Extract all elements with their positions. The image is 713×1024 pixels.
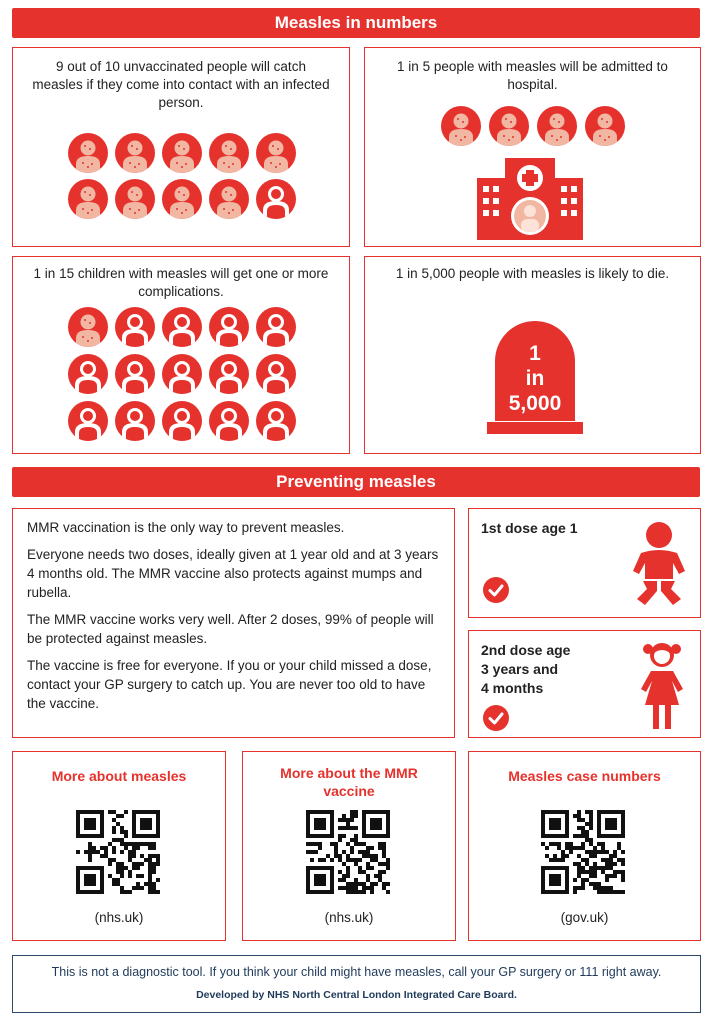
person-icon xyxy=(115,401,155,441)
infected-person-icon xyxy=(537,106,577,146)
infected-person-icon xyxy=(256,133,296,173)
people-row-hospital xyxy=(441,106,631,150)
gravestone-text xyxy=(495,341,575,416)
qr-box-mmr xyxy=(242,751,456,941)
infected-person-icon xyxy=(209,179,249,219)
infected-person-icon xyxy=(209,133,249,173)
gravestone-line-3: 5,000 xyxy=(508,392,562,415)
dose2-line-2: 3 years and xyxy=(481,661,559,677)
infected-person-icon xyxy=(441,106,481,146)
qr-box-measles xyxy=(12,751,226,941)
infected-person-icon xyxy=(68,307,108,347)
qr-title-measles: More about measles xyxy=(51,768,187,784)
footer-warning: This is not a diagnostic tool. If you think your child might have measles, call your GP surgery or 111 right away. xyxy=(51,965,662,979)
qr-code-icon[interactable] xyxy=(306,810,390,899)
qr-source-mmr: (nhs.uk) xyxy=(324,910,374,925)
person-icon xyxy=(256,307,296,347)
infected-person-icon xyxy=(68,179,108,219)
stat-complications-text: 1 in 15 children with measles will get one or more complications. xyxy=(33,266,329,299)
qr-code-icon[interactable] xyxy=(76,810,160,899)
hospital-icon xyxy=(475,156,585,240)
dose2-line-3: 4 months xyxy=(481,680,544,696)
stat-box-catch xyxy=(12,47,350,247)
gravestone-line-1: 1 xyxy=(529,342,541,365)
qr-title-cases: Measles case numbers xyxy=(508,768,661,784)
infected-person-icon xyxy=(585,106,625,146)
dose1-box xyxy=(468,508,701,618)
person-icon xyxy=(68,354,108,394)
person-icon xyxy=(256,179,296,219)
qr-source-measles: (nhs.uk) xyxy=(94,910,144,925)
stat-hospital-text: 1 in 5 people with measles will be admitted to hospital. xyxy=(397,59,668,92)
people-grid-complications xyxy=(68,307,298,447)
stat-death-text: 1 in 5,000 people with measles is likely to die. xyxy=(395,266,670,281)
infected-person-icon xyxy=(489,106,529,146)
dose2-title xyxy=(481,641,570,698)
infected-person-icon xyxy=(162,133,202,173)
footer-credit: Developed by NHS North Central London Integrated Care Board. xyxy=(196,989,517,1001)
preventing-paragraph-3: The MMR vaccine works very well. After 2 doses, 99% of people will be protected against measles. xyxy=(27,612,434,646)
person-icon xyxy=(162,401,202,441)
person-icon xyxy=(162,354,202,394)
stat-box-death xyxy=(364,256,701,454)
numbers-title: Measles in numbers xyxy=(274,13,438,32)
baby-icon xyxy=(627,519,691,611)
preventing-title: Preventing measles xyxy=(276,472,436,491)
qr-source-cases: (gov.uk) xyxy=(560,910,609,925)
person-icon xyxy=(115,307,155,347)
infected-person-icon xyxy=(115,133,155,173)
stat-catch-text: 9 out of 10 unvaccinated people will catch measles if they come into contact with an infected person. xyxy=(32,59,330,110)
dose1-check-icon xyxy=(483,577,509,603)
preventing-paragraph-2: Everyone needs two doses, ideally given at 1 year old and at 3 years 4 months old. The MMR vaccine also protects against mumps and rubella. xyxy=(27,547,439,600)
gravestone-line-2: in xyxy=(525,367,545,390)
girl-icon xyxy=(637,639,687,733)
qr-box-cases xyxy=(468,751,701,941)
stat-box-complications xyxy=(12,256,350,454)
preventing-banner xyxy=(12,467,700,497)
footer-box xyxy=(12,955,701,1013)
preventing-paragraph-4: The vaccine is free for everyone. If you or your child missed a dose, contact your GP surgery to catch up. You are never too old to have the vaccine. xyxy=(27,658,432,711)
dose1-title: 1st dose age 1 xyxy=(481,520,578,536)
preventing-text-box xyxy=(12,508,455,738)
infected-person-icon xyxy=(162,179,202,219)
person-icon xyxy=(115,354,155,394)
dose2-box xyxy=(468,630,701,738)
person-icon xyxy=(209,307,249,347)
stat-box-hospital xyxy=(364,47,701,247)
person-icon xyxy=(209,354,249,394)
person-icon xyxy=(256,401,296,441)
qr-code-icon[interactable] xyxy=(541,810,625,899)
people-grid-catch xyxy=(68,133,298,233)
infected-person-icon xyxy=(115,179,155,219)
person-icon xyxy=(256,354,296,394)
person-icon xyxy=(162,307,202,347)
preventing-paragraph-1: MMR vaccination is the only way to prevent measles. xyxy=(27,520,345,535)
person-icon xyxy=(68,401,108,441)
dose2-check-icon xyxy=(483,705,509,731)
dose2-line-1: 2nd dose age xyxy=(481,642,571,658)
qr-title-mmr: More about the MMR vaccine xyxy=(280,765,418,799)
infected-person-icon xyxy=(68,133,108,173)
person-icon xyxy=(209,401,249,441)
numbers-banner xyxy=(12,8,700,38)
